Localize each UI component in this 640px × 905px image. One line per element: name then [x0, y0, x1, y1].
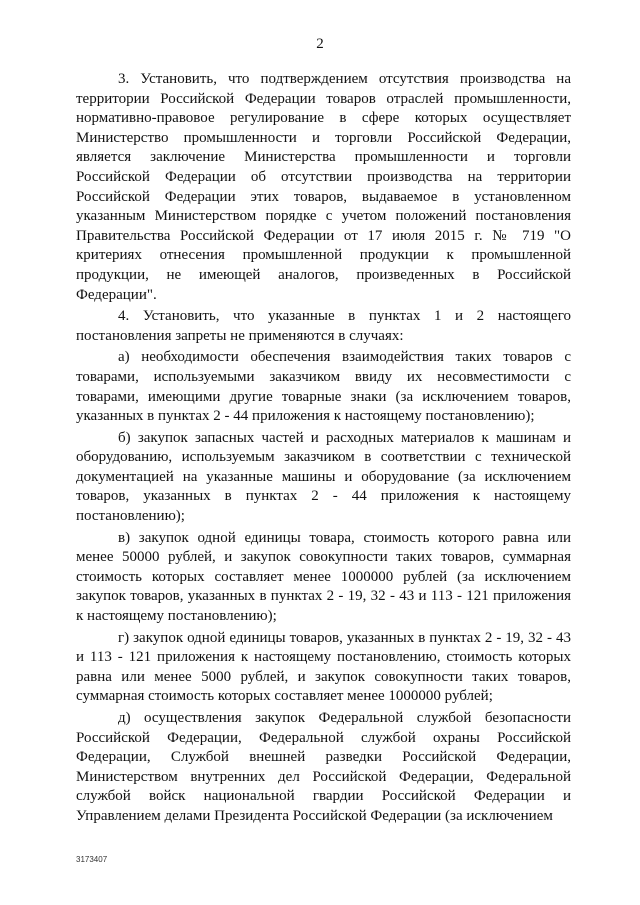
paragraph-4v: в) закупок одной единицы товара, стоимость которого равна или менее 50000 рублей, и закупок совокупности таких товаров, суммарная стоимость которых составляет менее 1000000 рублей (за исключением закупок товаров, указанных в пунктах 2 - 19, 32 - 43 и 113 - 121 приложения к настоящему постановлению);	[76, 529, 571, 625]
paragraph-4d: д) осуществления закупок Федеральной службой безопасности Российской Федерации, Федеральной службой охраны Российской Федерации, Службой внешней разведки Российской Федерации, Министерством внутренних дел Российской Федерации, Федеральной службой войск национальной гвардии Российской Федерации и Управлением делами Президента Российской Федерации (за исключением	[76, 710, 571, 824]
paragraph-4: 4. Установить, что указанные в пунктах 1 и 2 настоящего постановления запреты не применяются в случаях:	[76, 308, 571, 344]
paragraph-4g: г) закупок одной единицы товаров, указанных в пунктах 2 - 19, 32 - 43 и 113 - 121 приложения к настоящему постановлению, стоимость которых равна или менее 5000 рублей, и закупок совокупности таких товаров, суммарная стоимость которых составляет менее 1000000 рублей;	[76, 629, 571, 705]
document-id: 3173407	[76, 855, 108, 864]
paragraph-4b: б) закупок запасных частей и расходных материалов к машинам и оборудованию, используемым заказчиком в соответствии с технической документацией на указанные машины и оборудование (за исключением товаров, указанных в пунктах 2 - 44 приложения к настоящему постановлению);	[76, 429, 571, 525]
page-number: 2	[316, 36, 324, 52]
paragraph-3: 3. Установить, что подтверждением отсутствия производства на территории Российской Федерации товаров отраслей промышленности, нормативно-правовое регулирование в сфере которых осуществляет Министерство промышленности и торговли Российской Федерации, является заключение Министерства промышленности и торговли Российской Федерации об отсутствии производства на территории Российской Федерации этих товаров, выдаваемое в установленном указанным Министерством порядке с учетом положений постановления Правительства Российской Федерации от 17 июля 2015 г. № 719 "О критериях отнесения промышленной продукции к промышленной продукции, не имеющей аналогов, произведенных в Российской Федерации".	[76, 71, 571, 303]
paragraph-4a: а) необходимости обеспечения взаимодействия таких товаров с товарами, используемыми заказчиком ввиду их несовместимости с товарами, имеющими другие товарные знаки (за исключением товаров, указанных в пунктах 2 - 44 приложения к настоящему постановлению);	[76, 349, 571, 425]
document-body	[76, 70, 571, 827]
